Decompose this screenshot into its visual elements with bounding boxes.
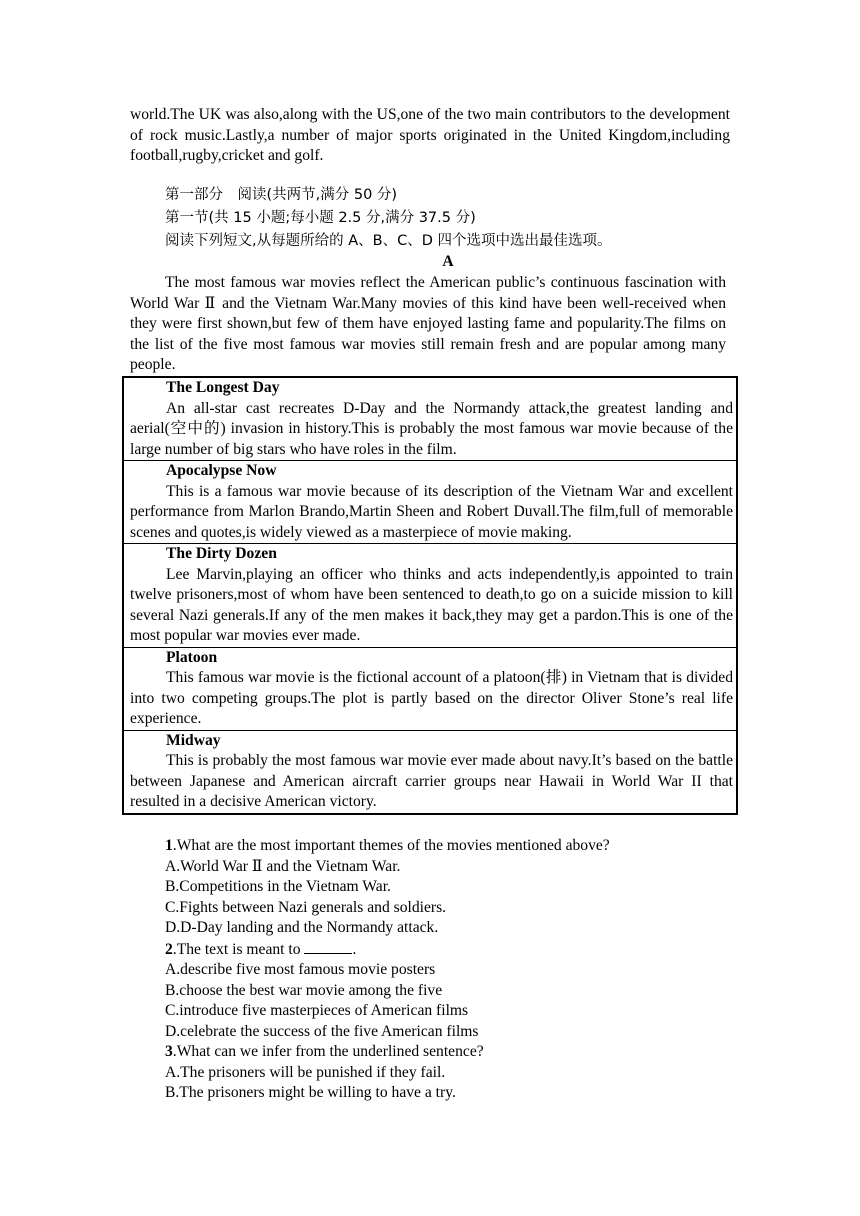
answer-option: D.celebrate the success of the five American films [165,1022,479,1040]
film-description: Lee Marvin,playing an officer who thinks and acts independently,is appointed to train twelve prisoners,most of whom have been sentenced to death,to go on a suicide mission to kill several Nazi generals.If any of the men makes it back,they may get a pardon.This is one of the most popular war movies ever made. [130,565,733,644]
question-text-end: . [352,940,357,958]
question-number: 3 [165,1043,173,1060]
film-description: This famous war movie is the fictional account of a platoon(排) in Vietnam that is divided into two competing groups.The plot is partly based on the director Oliver Stone’s real life experience. [130,669,733,727]
instruction: 阅读下列短文,从每题所给的 A、B、C、D 四个选项中选出最佳选项。 [165,233,612,249]
question-text: .What can we infer from the underlined sentence? [172,1043,484,1060]
passage-label: A [442,253,454,270]
question-stem [165,939,725,961]
question-text: .The text is meant to [172,940,301,958]
answer-option: A.describe five most famous movie posters [165,961,436,978]
questions-block [165,836,725,1104]
film-description: This is probably the most famous war movie ever made about navy.It’s based on the battle between Japanese and American aircraft carrier groups near Hawaii in World War II that resulted in a decisive American victory. [130,752,733,810]
answer-blank [304,939,352,954]
film-title: Midway [166,731,221,749]
answer-option: D.D-Day landing and the Normandy attack. [165,919,439,936]
film-list-table [122,376,738,815]
answer-option: B.choose the best war movie among the five [165,981,443,999]
question-text: .What are the most important themes of the movies mentioned above? [172,837,610,854]
film-entry [124,730,736,813]
film-title: Apocalypse Now [166,462,277,479]
film-title: Platoon [166,648,218,666]
question-stem [165,836,725,857]
film-entry [124,543,736,647]
question-stem [165,1042,725,1063]
part-title: 第一部分 阅读(共两节,满分 50 分) [165,187,398,203]
passage-intro: The most famous war movies reflect the American public’s continuous fascination with World War Ⅱ and the Vietnam War.Many movies of this kind have been well-received when they were first shown,but few of them have enjoyed lasting fame and popularity.The films on the list of the five most famous war movies still remain fresh and are popular among many people. [130,274,726,373]
film-entry [124,647,736,730]
passage-intro-block [130,273,726,376]
answer-option: B.The prisoners might be willing to have a try. [165,1084,456,1101]
film-entry [124,378,736,460]
answer-option: B.Competitions in the Vietnam War. [165,878,391,895]
intro-paragraph: world.The UK was also,along with the US,one of the two main contributors to the development of rock music.Lastly,a number of major sports originated in the United Kingdom,including football,rugby,cricket and golf. [130,106,730,164]
intro-paragraph-block [130,105,730,167]
section-title: 第一节(共 15 小题;每小题 2.5 分,满分 37.5 分) [165,210,476,226]
film-description: An all-star cast recreates D-Day and the Normandy attack,the greatest landing and aerial(空中的) invasion in history.This is probably the most famous war movie because of the large number of big stars who have roles in the film. [130,399,733,458]
answer-option: A.World War Ⅱ and the Vietnam War. [165,857,401,875]
film-title: The Dirty Dozen [166,545,277,562]
question-number: 2 [165,940,173,958]
film-title: The Longest Day [166,379,280,396]
answer-option: C.introduce five masterpieces of American films [165,1002,469,1019]
question-number: 1 [165,837,173,854]
film-entry [124,460,736,543]
answer-option: A.The prisoners will be punished if they fail. [165,1063,446,1081]
answer-option: C.Fights between Nazi generals and soldiers. [165,898,447,916]
film-description: This is a famous war movie because of its description of the Vietnam War and excellent performance from Marlon Brando,Martin Sheen and Robert Duvall.The film,full of memorable scenes and quotes,is widely viewed as a masterpiece of movie making. [130,482,733,541]
